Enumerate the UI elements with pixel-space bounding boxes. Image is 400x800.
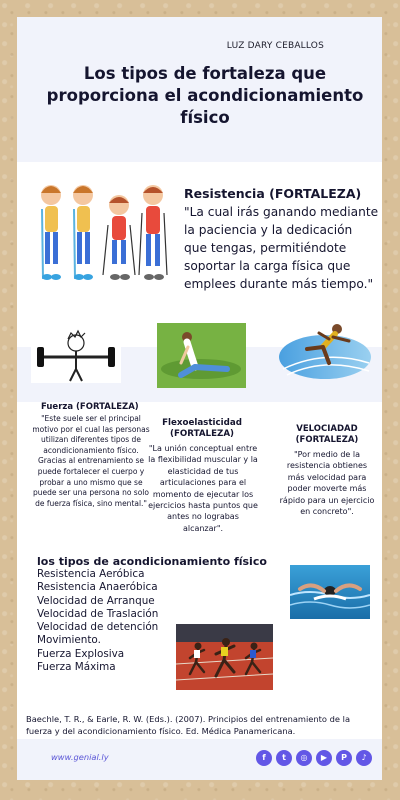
pinterest-icon[interactable]: P xyxy=(336,750,352,766)
twitter-icon[interactable]: t xyxy=(276,750,292,766)
resistance-band-kids-illustration xyxy=(39,179,171,291)
weightlifter-illustration xyxy=(31,323,121,383)
flexoelasticidad-text: "La unión conceptual entre la flexibilidad muscular y la elasticidad de tus articulaciones para el momento de ejecutar los ejercicios hasta puntos que antes no lograbas alcanzar". xyxy=(148,444,258,533)
swimmer-photo xyxy=(290,565,370,619)
flexibility-yoga-illustration xyxy=(157,323,246,388)
flexoelasticidad-heading: Flexoelasticidad (FORTALEZA) xyxy=(162,418,242,439)
kid-1 xyxy=(41,185,61,280)
page-title: Los tipos de fortaleza que proporciona el acondicionamiento físico xyxy=(46,64,364,127)
bibliographic-reference: Baechle, T. R., & Earle, R. W. (Eds.). (2007). Principios del entrenamiento de la fuerza y del acondicionamiento físico. Ed. Médica Panamericana. xyxy=(26,714,351,736)
facebook-icon[interactable]: f xyxy=(256,750,272,766)
infographic-card xyxy=(17,17,382,780)
list-item: Fuerza Explosiva xyxy=(37,647,125,660)
velocidad-heading: VELOCIADAD (FORTALEZA) xyxy=(295,424,359,445)
list-item: Velocidad de Arranque xyxy=(37,594,155,607)
kid-2 xyxy=(73,185,93,280)
youtube-icon[interactable]: ▶ xyxy=(316,750,332,766)
social-links xyxy=(256,750,372,766)
author-name: LUZ DARY CEBALLOS xyxy=(226,41,324,51)
instagram-icon[interactable]: ◎ xyxy=(296,750,312,766)
resistencia-heading: Resistencia (FORTALEZA) xyxy=(184,186,362,201)
list-item: Velocidad de Traslación xyxy=(37,607,159,620)
list-item: Movimiento. xyxy=(37,634,101,647)
fuerza-text: "Este suele ser el principal motivo por el cual las personas utilizan diferentes tipos de acondicionamiento físico. Gracias al entrenamiento se puede fortalecer el cuerpo y probar a uno mismo que se puede ser una persona no solo de fuerza física, sino mental." xyxy=(32,414,150,508)
runner-illustration xyxy=(279,319,371,379)
tipos-list xyxy=(37,568,158,674)
tiktok-icon[interactable]: ♪ xyxy=(356,750,372,766)
kid-4 xyxy=(139,185,167,280)
resistencia-text: "La cual irás ganando mediante la paciencia y la dedicación que tengas, permitiéndote soportar la carga física que emplees durante más tiempo." xyxy=(184,205,379,291)
fuerza-heading: Fuerza (FORTALEZA) xyxy=(41,402,139,412)
list-item: Resistencia Aeróbica xyxy=(37,568,145,580)
sprinters-photo xyxy=(176,624,273,690)
list-item: Velocidad de detención xyxy=(37,621,159,634)
genially-link[interactable]: www.genial.ly xyxy=(51,752,109,762)
list-item: Fuerza Máxima xyxy=(37,661,116,674)
velocidad-text: "Por medio de la resistencia obtienes más velocidad para poder moverte más rápido para un ejercicio en concreto". xyxy=(279,450,375,517)
tipos-heading: los tipos de acondicionamiento físico xyxy=(37,555,267,568)
kid-3 xyxy=(103,195,135,280)
list-item: Resistencia Anaeróbica xyxy=(37,581,158,594)
